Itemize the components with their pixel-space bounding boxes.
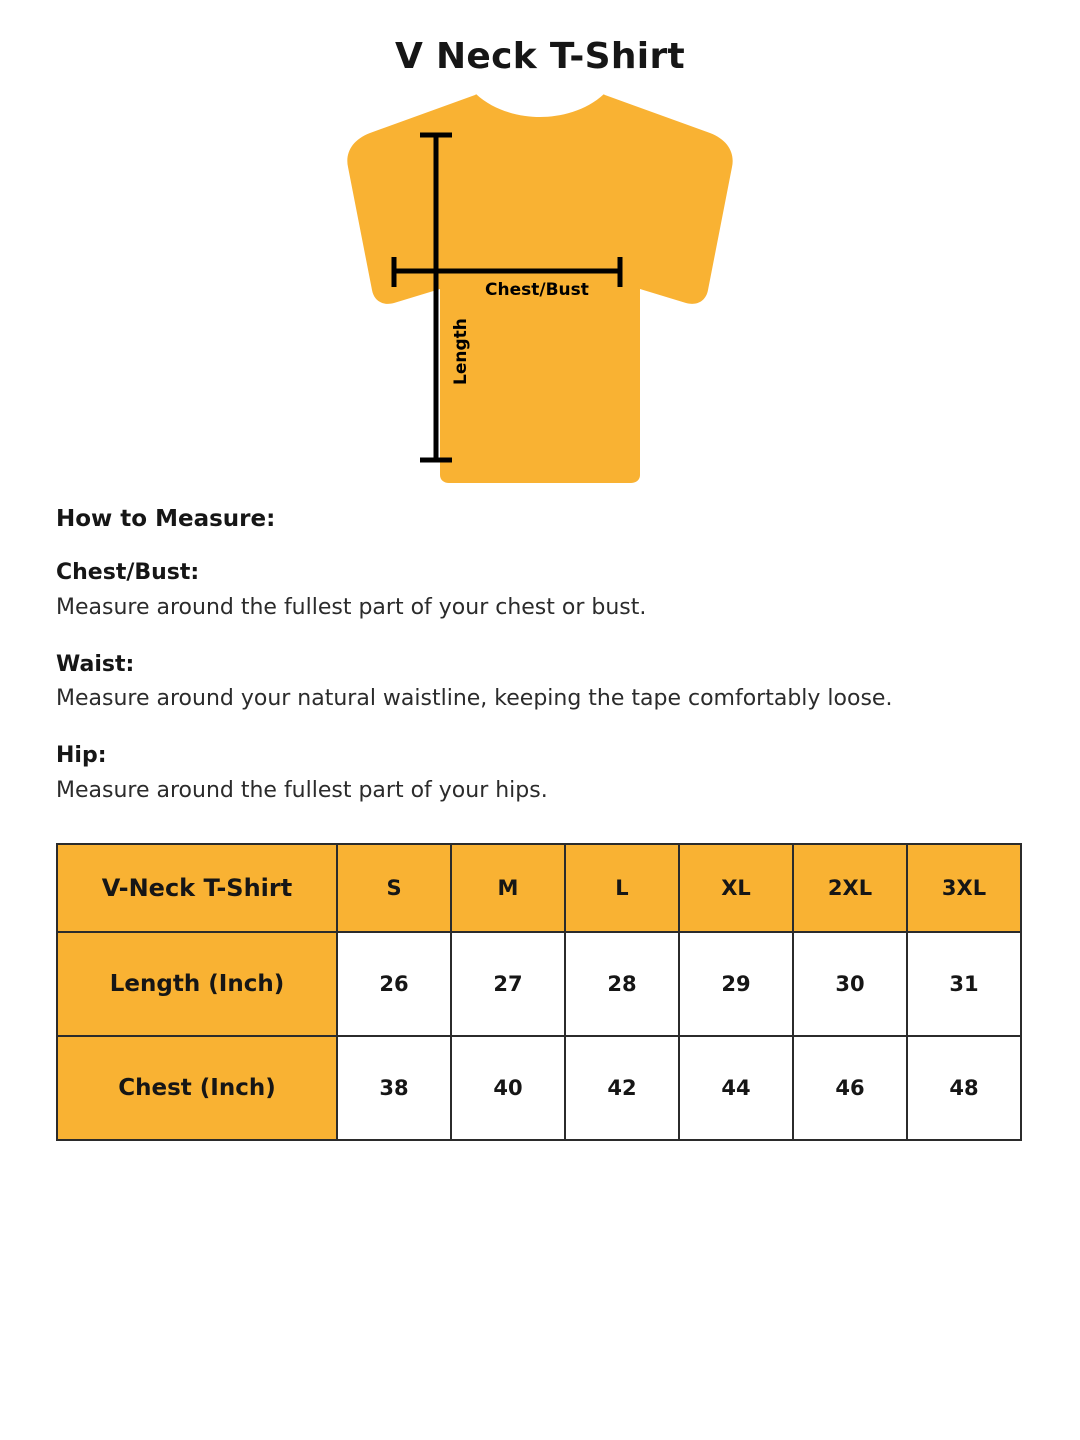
tshirt-diagram-svg — [280, 85, 800, 485]
table-corner-label: V-Neck T-Shirt — [57, 844, 337, 932]
size-table-wrapper — [56, 843, 1024, 1141]
table-row — [57, 1036, 1021, 1140]
measure-item-hip-label: Hip: — [56, 743, 107, 769]
measure-item-waist-text: Measure around your natural waistline, keeping the tape comfortably loose. — [56, 686, 893, 712]
table-cell-length-m: 27 — [451, 932, 565, 1036]
how-to-measure-section — [0, 506, 1080, 807]
table-header-row — [57, 844, 1021, 932]
measure-item-chest — [56, 558, 1024, 624]
table-header-size-m: M — [451, 844, 565, 932]
table-cell-length-2xl: 30 — [793, 932, 907, 1036]
table-header-size-xl: XL — [679, 844, 793, 932]
table-header-size-s: S — [337, 844, 451, 932]
table-cell-chest-s: 38 — [337, 1036, 451, 1140]
tshirt-illustration — [0, 85, 1080, 500]
measure-item-waist — [56, 650, 1024, 716]
measure-item-hip — [56, 741, 1024, 807]
chest-bust-label: Chest/Bust — [485, 280, 589, 300]
measure-item-waist-label: Waist: — [56, 651, 135, 677]
measure-item-chest-text: Measure around the fullest part of your chest or bust. — [56, 594, 647, 620]
table-cell-length-3xl: 31 — [907, 932, 1021, 1036]
table-row-label-length: Length (Inch) — [57, 932, 337, 1036]
table-row — [57, 932, 1021, 1036]
how-to-measure-heading: How to Measure: — [56, 506, 276, 532]
table-header-size-2xl: 2XL — [793, 844, 907, 932]
table-cell-chest-3xl: 48 — [907, 1036, 1021, 1140]
table-cell-chest-l: 42 — [565, 1036, 679, 1140]
table-cell-chest-m: 40 — [451, 1036, 565, 1140]
table-cell-length-l: 28 — [565, 932, 679, 1036]
table-cell-chest-2xl: 46 — [793, 1036, 907, 1140]
table-row-label-chest: Chest (Inch) — [57, 1036, 337, 1140]
measure-item-chest-label: Chest/Bust: — [56, 560, 200, 585]
table-cell-chest-xl: 44 — [679, 1036, 793, 1140]
measure-item-hip-text: Measure around the fullest part of your hips. — [56, 777, 548, 803]
table-cell-length-s: 26 — [337, 932, 451, 1036]
page-title: V Neck T-Shirt — [394, 36, 686, 77]
table-cell-length-xl: 29 — [679, 932, 793, 1036]
table-header-size-3xl: 3XL — [907, 844, 1021, 932]
length-label: Length — [451, 318, 471, 385]
table-header-size-l: L — [565, 844, 679, 932]
size-table — [56, 843, 1022, 1141]
